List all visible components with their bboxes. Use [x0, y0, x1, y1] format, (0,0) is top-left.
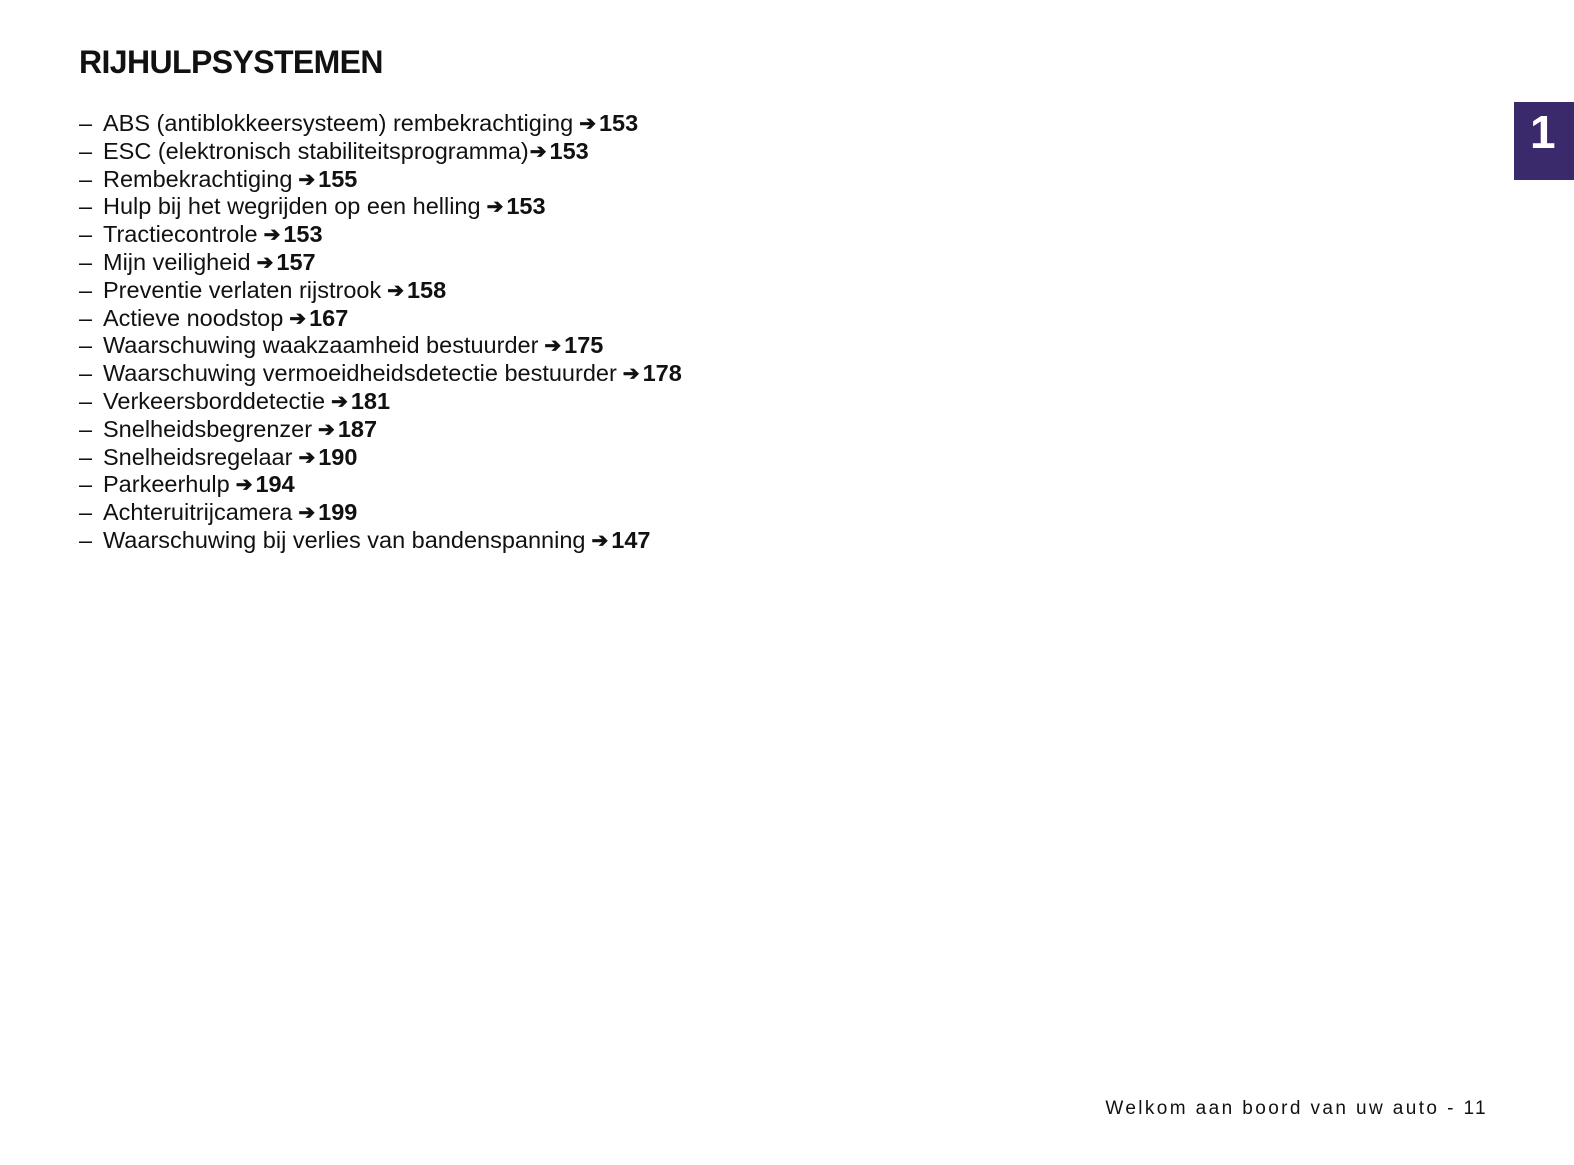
- item-label: Tractiecontrole: [103, 221, 258, 248]
- item-label: Parkeerhulp: [103, 471, 230, 498]
- list-item[interactable]: [79, 332, 682, 360]
- item-label: Snelheidsregelaar: [103, 443, 293, 470]
- item-label: Snelheidsbegrenzer: [103, 415, 313, 442]
- arrow-right-icon: ➔: [318, 418, 335, 441]
- list-item[interactable]: [79, 166, 682, 194]
- list-item[interactable]: [79, 471, 682, 499]
- arrow-right-icon: ➔: [331, 390, 348, 413]
- arrow-right-icon: ➔: [235, 474, 253, 497]
- arrow-right-icon: ➔: [256, 251, 274, 274]
- chapter-tab[interactable]: 1: [1514, 102, 1574, 180]
- arrow-right-icon: ➔: [298, 502, 316, 525]
- item-label: ABS (antiblokkeersysteem) rembekrachtiging: [103, 110, 574, 136]
- page-reference[interactable]: 157: [276, 248, 316, 275]
- arrow-right-icon: ➔: [263, 224, 281, 247]
- arrow-right-icon: ➔: [591, 529, 609, 552]
- list-item[interactable]: [79, 138, 682, 166]
- dash: –: [79, 360, 93, 387]
- page-reference[interactable]: 153: [283, 221, 323, 248]
- arrow-right-icon: ➔: [298, 446, 316, 469]
- page-reference[interactable]: 147: [611, 526, 651, 553]
- dash: –: [79, 526, 93, 553]
- item-label: Preventie verlaten rijstrook: [103, 276, 382, 303]
- dash: –: [79, 304, 93, 331]
- dash: –: [79, 471, 93, 498]
- arrow-right-icon: ➔: [544, 335, 562, 358]
- dash: –: [79, 443, 93, 470]
- list-item[interactable]: [79, 221, 682, 249]
- list-item[interactable]: [79, 499, 682, 527]
- item-label: Waarschuwing vermoeidheidsdetectie bestuurder: [103, 360, 617, 387]
- dash: –: [79, 165, 93, 192]
- dash: –: [79, 276, 93, 303]
- dash: –: [79, 221, 93, 248]
- dash: –: [79, 332, 93, 359]
- page-title: RIJHULPSYSTEMEN: [79, 44, 383, 80]
- item-label: Actieve noodstop: [103, 304, 284, 331]
- list-item[interactable]: [79, 305, 682, 333]
- dash: –: [79, 415, 93, 442]
- list-item[interactable]: [79, 416, 682, 444]
- page-reference[interactable]: 153: [549, 137, 589, 164]
- arrow-right-icon: ➔: [289, 307, 307, 330]
- page-reference[interactable]: 158: [406, 276, 447, 303]
- page-reference[interactable]: 175: [564, 332, 604, 359]
- page-reference[interactable]: 155: [318, 165, 358, 192]
- page-reference[interactable]: 190: [318, 443, 358, 470]
- dash: –: [79, 193, 93, 220]
- item-label: Waarschuwing waakzaamheid bestuurder: [103, 332, 539, 359]
- list-item[interactable]: [79, 388, 682, 416]
- arrow-right-icon: ➔: [622, 363, 640, 386]
- page-reference[interactable]: 178: [642, 360, 682, 387]
- item-label: Hulp bij het wegrijden op een helling: [103, 193, 481, 220]
- dash: –: [79, 110, 93, 136]
- dash: –: [79, 248, 93, 275]
- arrow-right-icon: ➔: [486, 196, 504, 219]
- arrow-right-icon: ➔: [387, 279, 404, 302]
- arrow-right-icon: ➔: [529, 140, 547, 163]
- list-item[interactable]: [79, 249, 682, 277]
- item-label: Verkeersborddetectie: [103, 387, 326, 414]
- page-reference[interactable]: 199: [318, 499, 358, 526]
- list-item[interactable]: [79, 444, 682, 472]
- arrow-right-icon: ➔: [579, 113, 596, 135]
- dash: –: [79, 137, 93, 164]
- page-footer: Welkom aan boord van uw auto - 11: [1105, 1098, 1488, 1119]
- page-reference[interactable]: 153: [506, 193, 546, 220]
- dash: –: [79, 499, 93, 526]
- page-reference[interactable]: 187: [337, 415, 378, 442]
- item-label: Mijn veiligheid: [103, 248, 251, 275]
- feature-list: [79, 110, 682, 555]
- page-reference[interactable]: 167: [309, 304, 349, 331]
- list-item[interactable]: [79, 193, 682, 221]
- list-item[interactable]: [79, 277, 682, 305]
- list-item[interactable]: [79, 110, 682, 138]
- list-item[interactable]: [79, 360, 682, 388]
- arrow-right-icon: ➔: [298, 168, 316, 191]
- item-label: Rembekrachtiging: [103, 165, 293, 192]
- dash: –: [79, 387, 93, 414]
- page-reference[interactable]: 181: [350, 387, 391, 414]
- item-label: Waarschuwing bij verlies van bandenspanning: [103, 526, 586, 553]
- page-reference[interactable]: 194: [255, 471, 295, 498]
- page-reference[interactable]: 153: [598, 110, 639, 136]
- list-item[interactable]: [79, 527, 682, 555]
- item-label: Achteruitrijcamera: [103, 499, 293, 526]
- item-label: ESC (elektronisch stabiliteitsprogramma): [103, 137, 529, 164]
